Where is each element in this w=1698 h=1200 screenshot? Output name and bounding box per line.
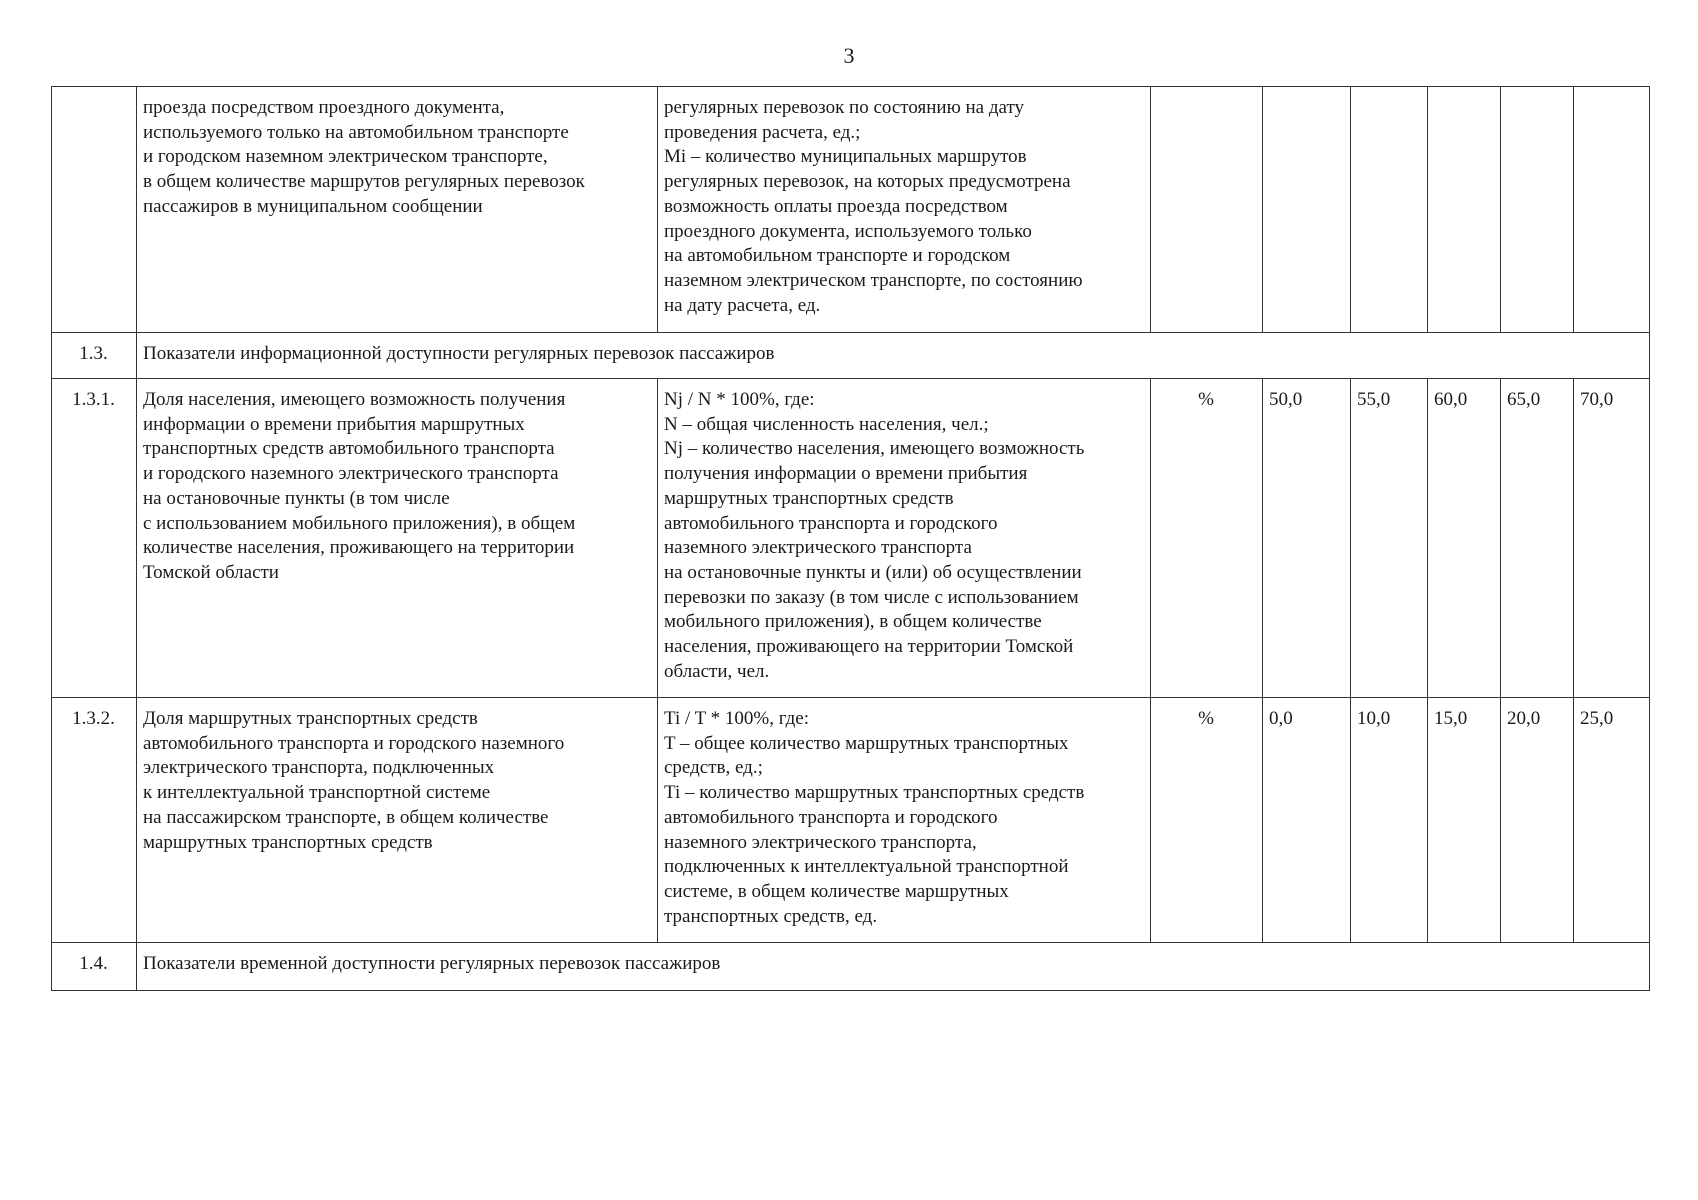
cell-value-1: 50,0 xyxy=(1263,379,1351,698)
cell-unit: % xyxy=(1151,379,1263,698)
cell-formula: Nj / N * 100%, где: N – общая численность населения, чел.; Nj – количество населения, имеющего возможность получения информации о времени прибытия маршрутных транспортных средств автомобильного транспорта и городского наземного электрического транспорта на остановочные пункты и (или) об осуществлении перевозки по заказу (в том числе с использованием мобильного приложения), в общем количестве населения, проживающего на территории Томской области, чел. xyxy=(658,379,1151,698)
section-number: 1.3. xyxy=(52,333,137,379)
cell-indicator-name: проезда посредством проездного документа, используемого только на автомобильном транспорте и городском наземном электрическом транспорте, в общем количестве маршрутов регулярных перевозок пассажиров в муниципальном сообщении xyxy=(137,87,658,333)
cell-unit xyxy=(1151,87,1263,333)
cell-number: 1.3.1. xyxy=(52,379,137,698)
section-title: Показатели временной доступности регулярных перевозок пассажиров xyxy=(137,943,1650,991)
cell-number: 1.3.2. xyxy=(52,698,137,943)
cell-value-3: 60,0 xyxy=(1428,379,1501,698)
table-row-1-3-2 xyxy=(52,698,1650,943)
cell-value-3: 15,0 xyxy=(1428,698,1501,943)
cell-indicator-name: Доля населения, имеющего возможность получения информации о времени прибытия маршрутных транспортных средств автомобильного транспорта и городского наземного электрического транспорта на остановочные пункты (в том числе с использованием мобильного приложения), в общем количестве населения, проживающего на территории Томской области xyxy=(137,379,658,698)
section-row-1-4 xyxy=(52,943,1650,991)
cell-value-2 xyxy=(1351,87,1428,333)
section-title: Показатели информационной доступности регулярных перевозок пассажиров xyxy=(137,333,1650,379)
cell-indicator-name: Доля маршрутных транспортных средств автомобильного транспорта и городского наземного электрического транспорта, подключенных к интеллектуальной транспортной системе на пассажирском транспорте, в общем количестве маршрутных транспортных средств xyxy=(137,698,658,943)
cell-value-5: 25,0 xyxy=(1574,698,1650,943)
cell-value-4: 20,0 xyxy=(1501,698,1574,943)
cell-value-1: 0,0 xyxy=(1263,698,1351,943)
cell-value-4: 65,0 xyxy=(1501,379,1574,698)
cell-number xyxy=(52,87,137,333)
cell-formula: Ti / T * 100%, где: T – общее количество маршрутных транспортных средств, ед.; Ti – количество маршрутных транспортных средств автомобильного транспорта и городского наземного электрического транспорта, подключенных к интеллектуальной транспортной системе, в общем количестве маршрутных транспортных средств, ед. xyxy=(658,698,1151,943)
cell-value-5: 70,0 xyxy=(1574,379,1650,698)
indicators-table xyxy=(51,86,1650,991)
cell-formula: регулярных перевозок по состоянию на дату проведения расчета, ед.; Mi – количество муниципальных маршрутов регулярных перевозок, на которых предусмотрена возможность оплаты проезда посредством проездного документа, используемого только на автомобильном транспорте и городском наземном электрическом транспорте, по состоянию на дату расчета, ед. xyxy=(658,87,1151,333)
cell-value-3 xyxy=(1428,87,1501,333)
cell-value-2: 55,0 xyxy=(1351,379,1428,698)
table-row-continued xyxy=(52,87,1650,333)
cell-value-2: 10,0 xyxy=(1351,698,1428,943)
section-number: 1.4. xyxy=(52,943,137,991)
table-row-1-3-1 xyxy=(52,379,1650,698)
section-row-1-3 xyxy=(52,333,1650,379)
cell-unit: % xyxy=(1151,698,1263,943)
cell-value-1 xyxy=(1263,87,1351,333)
page-number: 3 xyxy=(843,43,855,68)
cell-value-5 xyxy=(1574,87,1650,333)
cell-value-4 xyxy=(1501,87,1574,333)
